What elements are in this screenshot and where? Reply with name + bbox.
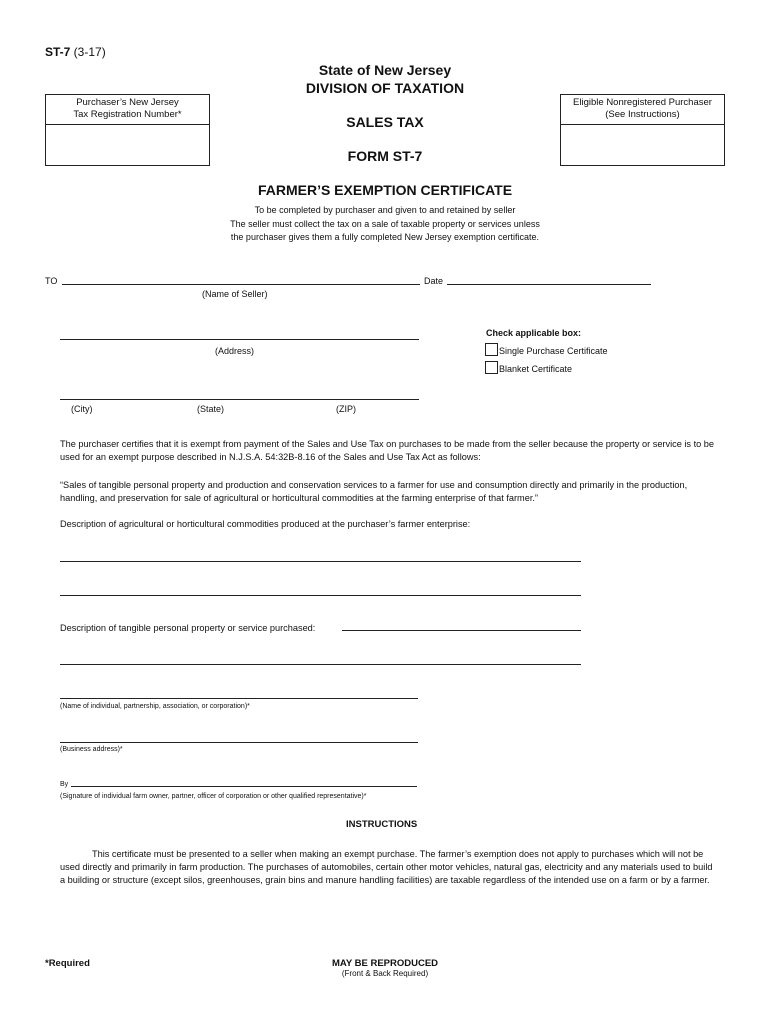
form-number: ST-7 [45, 45, 71, 59]
division-title: DIVISION OF TAXATION [305, 80, 465, 96]
purchaser-name-line[interactable] [60, 698, 418, 699]
nonregistered-purchaser-label [561, 95, 724, 125]
state-label: (State) [197, 404, 225, 414]
subtitle-line1: To be completed by purchaser and given to and retained by seller [254, 205, 516, 215]
single-purchase-checkbox[interactable] [485, 343, 498, 356]
date-line[interactable] [447, 284, 651, 285]
certificate-title: FARMER’S EXEMPTION CERTIFICATE [257, 182, 513, 198]
nonregistered-label-line1: Eligible Nonregistered Purchaser [573, 97, 712, 108]
form-code [45, 45, 106, 59]
state-title: State of New Jersey [318, 62, 452, 78]
subtitle-line2: The seller must collect the tax on a sale of taxable property or services unless [230, 218, 540, 229]
address-label: (Address) [215, 346, 255, 356]
tax-registration-box[interactable] [45, 94, 210, 166]
front-back-required: (Front & Back Required) [341, 969, 429, 978]
property-line-2[interactable] [60, 664, 581, 665]
property-line-1[interactable] [342, 630, 581, 631]
purchaser-name-label: (Name of individual, partnership, association, or corporation)* [60, 703, 250, 710]
check-box-heading: Check applicable box: [486, 328, 582, 338]
commodities-line-1[interactable] [60, 561, 581, 562]
commodities-description-label: Description of agricultural or horticultural commodities produced at the purchaser’s farmer enterprise: [60, 519, 471, 529]
subtitle-line3: the purchaser gives them a fully completed New Jersey exemption certificate. [230, 232, 540, 242]
sales-tax-title: SALES TAX [346, 114, 424, 130]
signature-label: (Signature of individual farm owner, partner, officer of corporation or other qualified representative)* [60, 793, 367, 800]
nonregistered-label-line2: (See Instructions) [605, 109, 680, 120]
form-title: FORM ST-7 [347, 148, 423, 164]
commodities-line-2[interactable] [60, 595, 581, 596]
seller-name-line[interactable] [62, 284, 420, 285]
name-of-seller-label: (Name of Seller) [202, 289, 268, 299]
blanket-option[interactable] [485, 361, 572, 374]
tax-registration-label-line2: Tax Registration Number* [73, 109, 182, 120]
date-label: Date [424, 276, 444, 286]
statute-quote-text: “Sales of tangible personal property and production and conservation services to a farmer for use and consumption directly and primarily in the production, handling, and preservation for sale of agricultural or horticultural commodities at the farming enterprise of that farmer.” [60, 480, 688, 503]
blanket-label: Blanket Certificate [499, 364, 573, 374]
certification-text: The purchaser certifies that it is exempt from payment of the Sales and Use Tax on purchases to be made from the seller because the property or service is to be used for an exempt purpose described in N.J.S.A. 54:32B-8.16 of the Sales and Use Tax Act as follows: [60, 439, 714, 462]
form-version: (3-17) [70, 45, 106, 59]
address-line[interactable] [60, 339, 419, 340]
city-state-zip-line[interactable] [60, 399, 419, 400]
signature-line[interactable] [71, 786, 417, 787]
header [235, 61, 535, 97]
by-label: By [60, 781, 69, 788]
city-label: (City) [71, 404, 93, 414]
zip-label: (ZIP) [336, 404, 356, 414]
certification-paragraph [60, 438, 720, 464]
business-address-line[interactable] [60, 742, 418, 743]
instructions-heading: INSTRUCTIONS [346, 819, 418, 830]
single-purchase-option[interactable] [485, 343, 608, 356]
required-note: *Required [45, 958, 90, 969]
business-address-label: (Business address)* [60, 746, 123, 753]
to-label: TO [45, 276, 58, 286]
single-purchase-label: Single Purchase Certificate [499, 346, 608, 356]
property-description-label: Description of tangible personal property or service purchased: [60, 623, 316, 633]
nonregistered-purchaser-box[interactable] [560, 94, 725, 166]
certificate-subtitle [135, 204, 635, 245]
instructions-paragraph [60, 848, 720, 887]
reproduction-note [285, 958, 485, 978]
may-be-reproduced: MAY BE REPRODUCED [331, 958, 439, 969]
instructions-text: This certificate must be presented to a seller when making an exempt purchase. The farmer’s exemption does not apply to purchases which will not be used directly and primarily in farm production. The purchases of automobiles, certain other motor vehicles, natural gas, electricity and any materials used to build a building or structure (except silos, greenhouses, grain bins and manure handling facilities) are taxable regardless of the intended use on a farm or by a farmer. [60, 849, 713, 885]
blanket-checkbox[interactable] [485, 361, 498, 374]
tax-registration-label-line1: Purchaser’s New Jersey [76, 97, 179, 108]
statute-quote-paragraph [60, 479, 720, 505]
tax-registration-label [46, 95, 209, 125]
